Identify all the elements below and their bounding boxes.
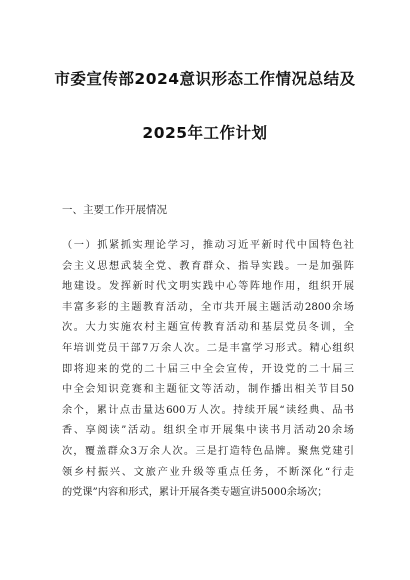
paragraph-line: 次。大力实施农村主题宣传教育活动和基层党员冬训，全 xyxy=(62,322,354,334)
paragraph-line: 地建设。发挥新时代文明实践中心等阵地作用，组织开展 xyxy=(62,281,354,293)
paragraph-line: 丰富多彩的主题教育活动，全市共开展主题活动2800余场 xyxy=(62,301,354,313)
body-paragraph xyxy=(62,236,354,504)
paragraph-line: 余个，累计点击量达600万人次。持续开展“读经典、品书 xyxy=(62,404,354,416)
paragraph-line: 即将迎来的党的二十届三中全会宣传，开设党的二十届三 xyxy=(62,363,354,375)
section-heading: 一、主要工作开展情况 xyxy=(62,204,167,216)
document-title-line-2: 2025年工作计划 xyxy=(142,124,268,142)
paragraph-line: 中全会知识竞赛和主题征文等活动，制作播出相关节目50 xyxy=(62,384,354,396)
document-title-line-1: 市委宣传部2024意识形态工作情况总结及 xyxy=(54,70,356,88)
paragraph-line: 领乡村振兴、文旅产业升级等重点任务，不断深化“行走 xyxy=(62,466,354,478)
paragraph-line: 的党课”内容和形式，累计开展各类专题宣讲5000余场次； xyxy=(62,487,328,499)
paragraph-line: 香、享阅读”活动。组织全市开展集中读书月活动20余场 xyxy=(62,425,354,437)
paragraph-line: 次，覆盖群众3万余人次。三是打造特色品牌。聚焦党建引 xyxy=(62,445,354,457)
paragraph-line: 会主义思想武装全党、教育群众、指导实践。一是加强阵 xyxy=(62,260,354,272)
paragraph-line: 年培训党员干部7万余人次。二是丰富学习形式。精心组织 xyxy=(62,342,354,354)
paragraph-line: （一）抓紧抓实理论学习，推动习近平新时代中国特色社 xyxy=(62,240,354,251)
